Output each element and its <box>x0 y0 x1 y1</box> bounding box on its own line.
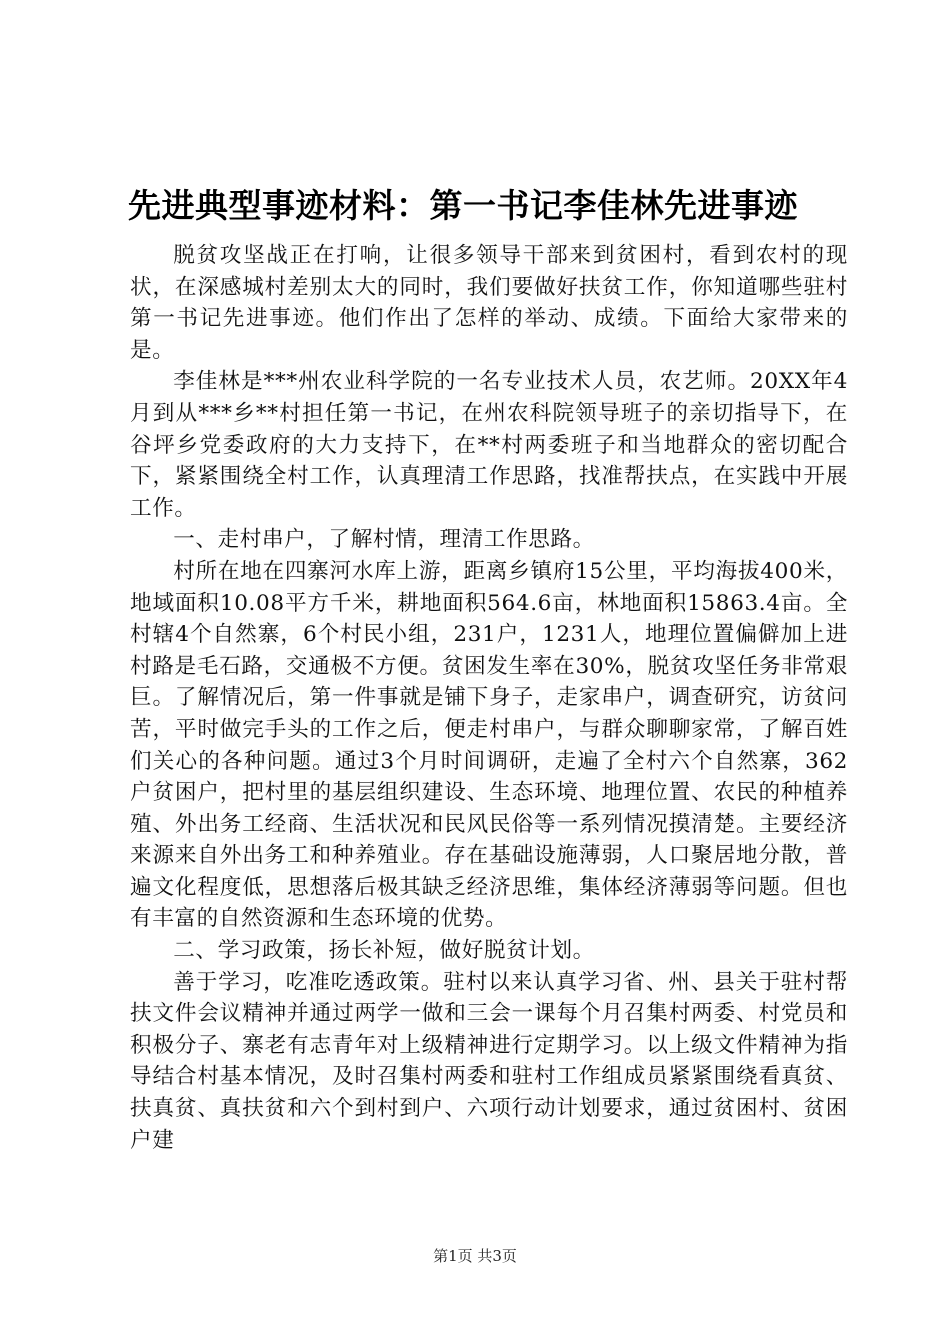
section-heading-1: 一、走村串户，了解村情，理清工作思路。 <box>173 527 595 553</box>
page-footer: 第1页 共3页 <box>433 1247 517 1265</box>
document-title: 先进典型事迹材料：第一书记李佳林先进事迹 <box>128 186 798 225</box>
section-heading-2: 二、学习政策，扬长补短，做好脱贫计划。 <box>173 938 595 964</box>
intro-paragraph: 脱贫攻坚战正在打响，让很多领导干部来到贫困村，看到农村的现状，在深感城村差别太大的同时，我们要做好扶贫工作，你知道哪些驻村第一书记先进事迹。他们作出了怎样的举动、成绩。下面给大家带来的是。 <box>130 243 848 363</box>
profile-paragraph: 李佳林是***州农业科学院的一名专业技术人员，农艺师。20XX年4月到从***乡**村担任第一书记，在州农科院领导班子的亲切指导下，在谷坪乡党委政府的大力支持下，在**村两委班子和当地群众的密切配合下，紧紧围绕全村工作，认真理清工作思路，找准帮扶点，在实践中开展工作。 <box>130 369 848 521</box>
section-1-paragraph: 村所在地在四寨河水库上游，距离乡镇府15公里，平均海拔400米，地域面积10.08平方千米，耕地面积564.6亩，林地面积15863.4亩。全村辖4个自然寨，6个村民小组，231户，1231人，地理位置偏僻加上进村路是毛石路，交通极不方便。贫困发生率在30%，脱贫攻坚任务非常艰巨。了解情况后，第一件事就是铺下身子，走家串户，调查研究，访贫问苦，平时做完手头的工作之后，便走村串户，与群众聊聊家常，了解百姓们关心的各种问题。通过3个月时间调研，走遍了全村六个自然寨，362户贫困户，把村里的基层组织建设、生态环境、地理位置、农民的种植养殖、外出务工经商、生活状况和民风民俗等一系列情况摸清楚。主要经济来源来自外出务工和种养殖业。存在基础设施薄弱，人口聚居地分散，普遍文化程度低，思想落后极其缺乏经济思维，集体经济薄弱等问题。但也有丰富的自然资源和生态环境的优势。 <box>130 558 848 932</box>
section-2-paragraph: 善于学习，吃准吃透政策。驻村以来认真学习省、州、县关于驻村帮扶文件会议精神并通过两学一做和三会一课每个月召集村两委、村党员和积极分子、寨老有志青年对上级精神进行定期学习。以上级文件精神为指导结合村基本情况，及时召集村两委和驻村工作组成员紧紧围绕看真贫、扶真贫、真扶贫和六个到村到户、六项行动计划要求，通过贫困村、贫困户建 <box>130 969 848 1153</box>
document-body <box>130 240 848 1156</box>
